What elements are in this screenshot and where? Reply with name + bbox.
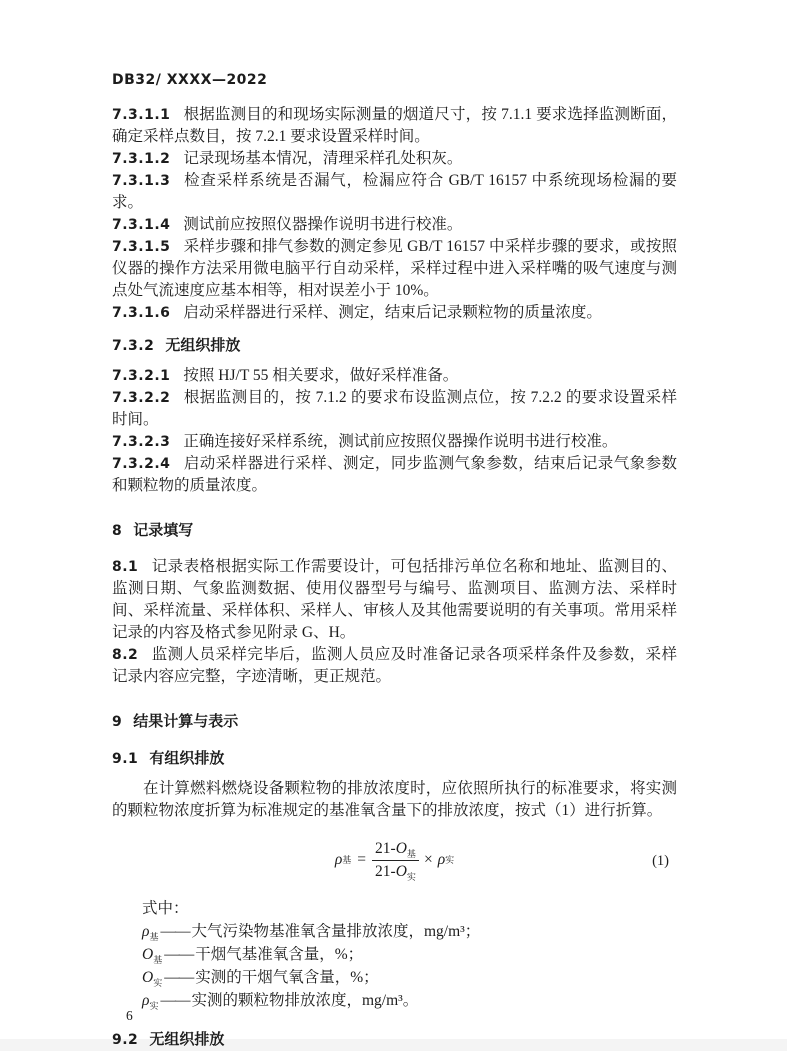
- formula-expression: ρ 基 = $\frac{21-O_基}{21-O_实}$ × ρ 实: [334, 839, 455, 882]
- clause-7-3-1-4: [112, 214, 677, 236]
- oxygen-base-subscript: 基: [406, 848, 416, 859]
- definition-dash: ——: [160, 992, 190, 1009]
- clause-number: 7.3.2.1: [112, 368, 171, 384]
- heading-number: 8: [112, 523, 123, 539]
- clause-number: 7.3.1.5: [112, 239, 171, 255]
- paragraph-9-1: 在计算燃料燃烧设备颗粒物的排放浓度时，应依照所执行的标准要求，将实测的颗粒物浓度折算为标准规定的基准氧含量下的排放浓度，按式（1）进行折算。: [112, 780, 677, 819]
- clause-number: 8.1: [112, 559, 139, 575]
- heading-7-3-2: [112, 334, 677, 357]
- clause-text: 测试前应按照仪器操作说明书进行校准。: [183, 216, 463, 233]
- clause-text: 记录现场基本情况，清理采样孔处积灰。: [183, 150, 463, 167]
- page-number: 6: [126, 1008, 133, 1023]
- clause-7-3-2-4: [112, 453, 677, 497]
- clause-text: 正确连接好采样系统，测试前应按照仪器操作说明书进行校准。: [183, 433, 618, 450]
- clause-number: 7.3.1.3: [112, 173, 171, 189]
- formula-number: (1): [652, 853, 669, 869]
- heading-title: 结果计算与表示: [133, 712, 239, 730]
- definition-text: 实测的颗粒物排放浓度，mg/m³。: [191, 992, 419, 1009]
- definition-text: 实测的干烟气氧含量，%；: [195, 969, 379, 986]
- oxygen-actual-symbol: O: [395, 862, 407, 880]
- clauses-8: [112, 556, 677, 688]
- heading-9: [112, 710, 677, 733]
- heading-number: 9: [112, 714, 123, 730]
- symbol: ρ: [142, 923, 150, 940]
- equals-sign: =: [357, 851, 367, 868]
- symbol-subscript: 基: [153, 955, 163, 966]
- heading-8: [112, 519, 677, 542]
- heading-title: 记录填写: [133, 521, 194, 539]
- clauses-7-3-1: [112, 104, 677, 324]
- clause-number: 7.3.1.4: [112, 217, 171, 233]
- clause-text: 按照 HJ/T 55 相关要求，做好采样准备。: [183, 367, 459, 384]
- formula-1: [112, 834, 677, 886]
- heading-title: 有组织排放: [149, 749, 225, 767]
- heading-number: 7.3.2: [112, 338, 155, 354]
- definition-dash: ——: [164, 946, 194, 963]
- clause-text: 监测人员采样完毕后，监测人员应及时准备记录各项采样条件及参数，采样记录内容应完整，字迹清晰，更正规范。: [112, 646, 677, 685]
- heading-title: 无组织排放: [149, 1030, 225, 1048]
- clause-text: 启动采样器进行采样、测定，结束后记录颗粒物的质量浓度。: [183, 304, 602, 321]
- definition-rho-base: [142, 920, 677, 943]
- symbol: O: [142, 969, 154, 986]
- definition-oxygen-base: [142, 943, 677, 966]
- clause-7-3-2-1: [112, 365, 677, 387]
- heading-9-2: [112, 1028, 677, 1051]
- page-content: [112, 72, 677, 1051]
- clause-text: 根据监测目的，按 7.1.2 的要求布设监测点位，按 7.2.2 的要求设置采样时间。: [112, 389, 677, 428]
- symbol: ρ: [142, 992, 150, 1009]
- clause-text: 启动采样器进行采样、测定，同步监测气象参数，结束后记录气象参数和颗粒物的质量浓度。: [112, 455, 677, 494]
- definition-dash: ——: [160, 923, 190, 940]
- multiplication-sign: ×: [423, 851, 433, 868]
- symbol-subscript: 实: [153, 978, 163, 989]
- symbol-subscript: 实: [149, 1001, 159, 1012]
- document-header: DB32/ XXXX—2022: [112, 72, 268, 88]
- definition-text: 大气污染物基准氧含量排放浓度，mg/m³；: [191, 923, 481, 940]
- clause-7-3-1-6: [112, 302, 677, 324]
- where-intro: 式中：: [142, 900, 189, 917]
- numerator-prefix: 21-: [375, 839, 396, 857]
- clause-text: 检查采样系统是否漏气，检漏应符合 GB/T 16157 中系统现场检漏的要求。: [112, 172, 677, 211]
- clause-7-3-2-3: [112, 431, 677, 453]
- clause-7-3-2-2: [112, 387, 677, 431]
- denominator-prefix: 21-: [375, 862, 396, 880]
- clause-8-2: [112, 644, 677, 688]
- clauses-7-3-2: [112, 365, 677, 497]
- symbol-definitions: [142, 898, 677, 1012]
- clause-number: 7.3.1.2: [112, 151, 171, 167]
- clause-text: 根据监测目的和现场实际测量的烟道尺寸，按 7.1.1 要求选择监测断面，确定采样点数目，按 7.2.1 要求设置采样时间。: [112, 106, 677, 145]
- definition-text: 干烟气基准氧含量，%；: [195, 946, 364, 963]
- heading-number: 9.1: [112, 751, 139, 767]
- clause-text: 采样步骤和排气参数的测定参见 GB/T 16157 中采样步骤的要求，或按照仪器的操作方法采用微电脑平行自动采样，采样过程中进入采样嘴的吸气速度与测点处气流速度应基本相等，相对误差小于 10%。: [112, 238, 677, 299]
- rho-actual-symbol: ρ: [437, 851, 446, 868]
- clause-number: 7.3.2.2: [112, 390, 171, 406]
- clause-number: 7.3.1.1: [112, 107, 171, 123]
- clause-text: 记录表格根据实际工作需要设计，可包括排污单位名称和地址、监测目的、监测日期、气象监测数据、使用仪器型号与编号、监测项目、监测方法、采样时间、采样流量、采样体积、采样人、审核人及其他需要说明的有关事项。常用采样记录的内容及格式参见附录 G、H。: [112, 558, 677, 641]
- symbol-subscript: 基: [149, 932, 159, 943]
- fraction-numerator: [372, 840, 419, 861]
- clause-number: 7.3.2.3: [112, 434, 171, 450]
- fraction-denominator: [372, 861, 419, 881]
- clause-8-1: [112, 556, 677, 644]
- definition-rho-actual: [142, 989, 677, 1012]
- clause-7-3-1-3: [112, 170, 677, 214]
- fraction: [372, 840, 419, 881]
- clause-number: 7.3.2.4: [112, 456, 171, 472]
- heading-title: 无组织排放: [165, 336, 241, 354]
- clause-number: 7.3.1.6: [112, 305, 171, 321]
- rho-base-symbol: ρ: [334, 851, 343, 868]
- clause-7-3-1-1: [112, 104, 677, 148]
- heading-number: 9.2: [112, 1032, 139, 1048]
- heading-9-1: [112, 747, 677, 770]
- oxygen-actual-subscript: 实: [406, 871, 416, 882]
- definition-oxygen-actual: [142, 966, 677, 989]
- symbol: O: [142, 946, 154, 963]
- clause-7-3-1-2: [112, 148, 677, 170]
- definition-dash: ——: [164, 969, 194, 986]
- oxygen-base-symbol: O: [395, 839, 407, 857]
- clause-7-3-1-5: [112, 236, 677, 302]
- clause-number: 8.2: [112, 647, 139, 663]
